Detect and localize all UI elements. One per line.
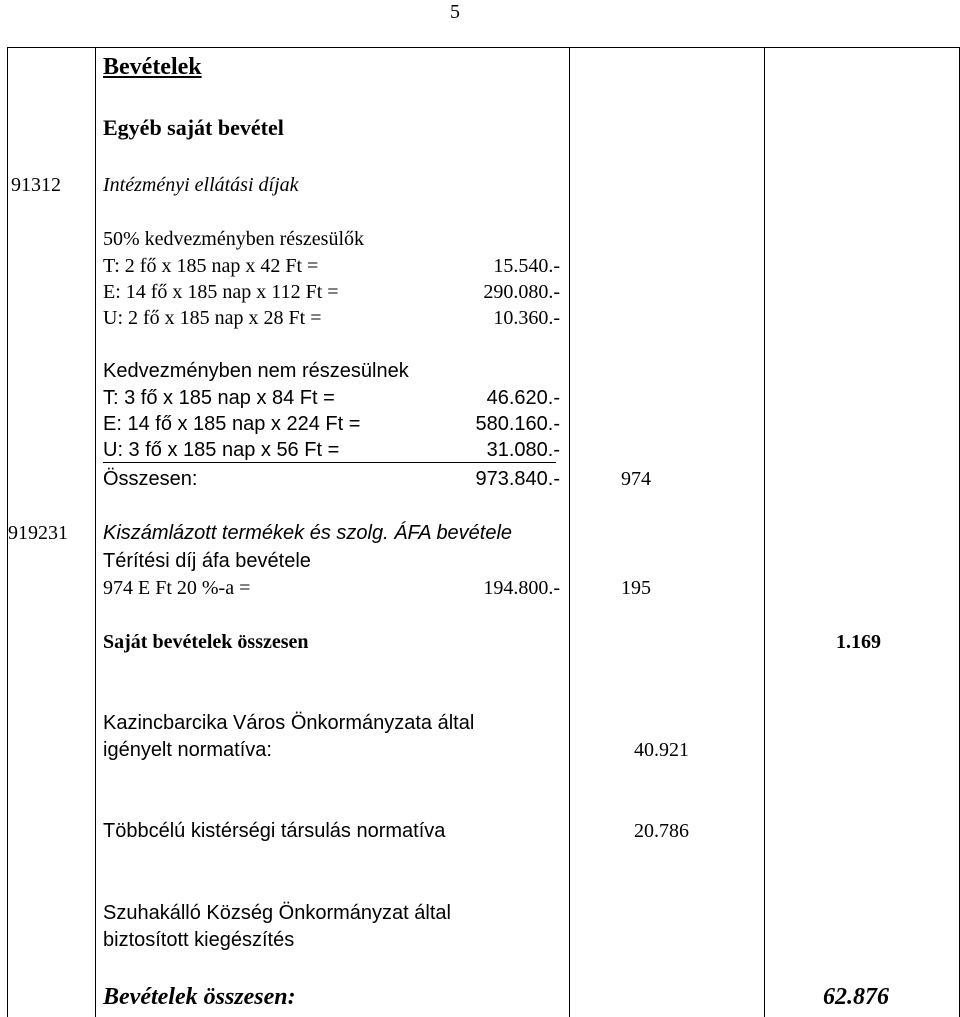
account-code-919231: 919231: [8, 522, 68, 544]
group2-row-value: 580.160.-: [475, 413, 560, 435]
group1-row-label: T: 2 fő x 185 nap x 42 Ft =: [103, 255, 319, 277]
vat-rounded-value: 195: [621, 577, 651, 599]
normative1-value: 40.921: [634, 739, 689, 761]
group1-heading: 50% kedvezményben részesülők: [103, 228, 365, 250]
group2-heading: Kedvezményben nem részesülnek: [103, 360, 409, 382]
own-revenue-total-value: 1.169: [836, 631, 881, 653]
section1-title: Intézményi ellátási díjak: [103, 174, 299, 196]
total-value: 973.840.-: [475, 468, 560, 490]
grand-total-label: Bevételek összesen:: [103, 984, 296, 1010]
group1-row-value: 290.080.-: [483, 281, 560, 303]
normative2-label: Többcélú kistérségi társulás normatíva: [103, 820, 446, 842]
total-rounded-value: 974: [621, 468, 651, 490]
group1-row-label: U: 2 fő x 185 nap x 28 Ft =: [103, 307, 322, 329]
table-top-border: [7, 47, 960, 48]
page-number: 5: [450, 1, 460, 23]
group1-row-value: 10.360.-: [493, 307, 560, 329]
group2-row-value: 46.620.-: [486, 387, 560, 409]
group2-row-label: T: 3 fő x 185 nap x 84 Ft =: [103, 387, 335, 409]
column-divider-1: [95, 47, 96, 1017]
supplement-line2: biztosított kiegészítés: [103, 929, 295, 951]
group2-row-label: E: 14 fő x 185 nap x 224 Ft =: [103, 413, 361, 435]
grand-total-value: 62.876: [823, 984, 889, 1010]
group1-row-value: 15.540.-: [493, 255, 560, 277]
own-revenue-total-label: Saját bevételek összesen: [103, 631, 309, 653]
column-divider-3: [764, 47, 765, 1017]
normative1-line2: igényelt normatíva:: [103, 739, 272, 761]
section2-title: Kiszámlázott termékek és szolg. ÁFA bevétele: [103, 522, 513, 544]
supplement-line1: Szuhakálló Község Önkormányzat által: [103, 902, 451, 924]
normative1-line1: Kazincbarcika Város Önkormányzata által: [103, 712, 475, 734]
column-divider-2: [569, 47, 570, 1017]
section-subtitle: Egyéb saját bevétel: [103, 115, 284, 140]
vat-line: Térítési díj áfa bevétele: [103, 550, 311, 572]
normative2-value: 20.786: [634, 820, 689, 842]
section-title: Bevételek: [103, 54, 202, 80]
group2-row-label: U: 3 fő x 185 nap x 56 Ft =: [103, 439, 340, 461]
vat-calc-value: 194.800.-: [483, 577, 560, 599]
group2-row-value: 31.080.-: [486, 439, 560, 461]
vat-calc-label: 974 E Ft 20 %-a =: [103, 577, 251, 599]
account-code-91312: 91312: [11, 174, 61, 196]
group1-row-label: E: 14 fő x 185 nap x 112 Ft =: [103, 281, 339, 303]
total-label: Összesen:: [103, 468, 198, 490]
subtotal-rule: [103, 462, 556, 463]
